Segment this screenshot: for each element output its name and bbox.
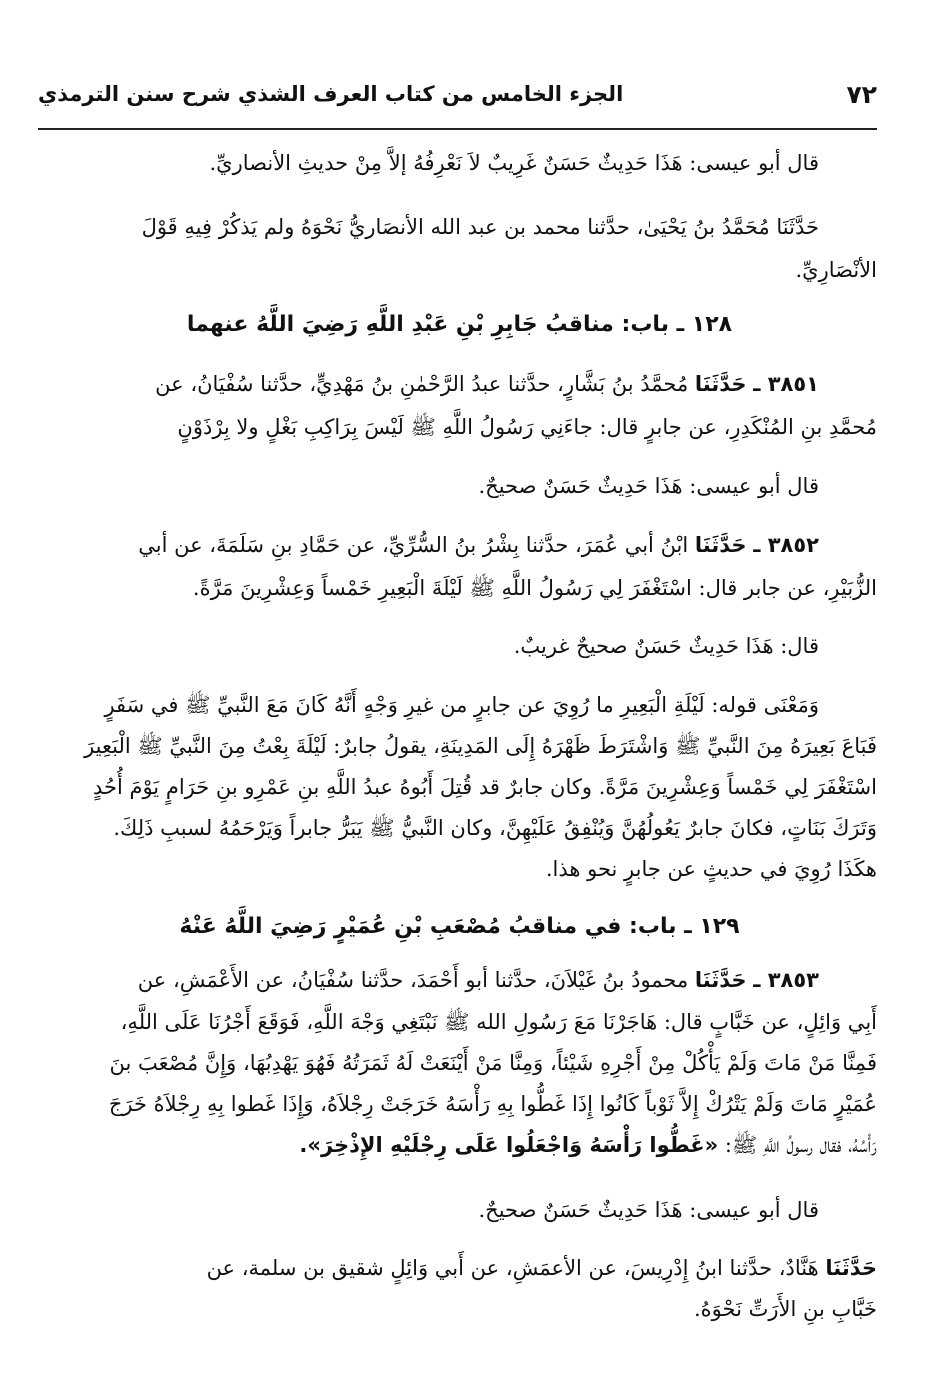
text-line: مُحمَّدِ بنِ المُنْكَدِرِ، عن جابرٍ قال: جاءَنِي رَسُولُ اللَّهِ ﷺ لَيْسَ بِرَاكِبِ بَغْلٍ ولا بِرْذَوْنٍ bbox=[177, 415, 877, 439]
chapter-heading-128: ١٢٨ ـ باب: مناقبُ جَابِرِ بْنِ عَبْدِ اللَّهِ رَضِيَ اللَّهُ عنهما bbox=[186, 312, 733, 337]
hadith-3851-cont bbox=[42, 407, 877, 448]
hadith-text: رَأْسُهُ، فقال رسولُ اللَّهِ ﷺ: bbox=[724, 1133, 877, 1157]
hadith-3851 bbox=[42, 364, 877, 405]
hadith-number: ٣٨٥١ ـ bbox=[753, 372, 819, 396]
text-line: قال: هَذَا حَدِيثٌ حَسَنٌ صحيحٌ غريبٌ. bbox=[513, 634, 819, 658]
book-title: الجزء الخامس من كتاب العرف الشذي شرح سنن الترمذي bbox=[38, 82, 624, 106]
text-line: وَمَعْنَى قوله: لَيْلَةِ الْبَعِيرِ ما رُوِيَ عن جابرٍ من غيرِ وَجْهٍ أَنَّهُ كَانَ مَعَ النَّبيِّ ﷺ في سَفَرٍ bbox=[104, 693, 819, 717]
hadith-text: ابْنُ أبي عُمَرَ، حدَّثنا بِشْرُ بنُ السُّرِّيِّ، عن حَمَّادِ بنِ سَلَمَةَ، عن أبي bbox=[138, 533, 689, 557]
commentary-paragraph bbox=[42, 685, 877, 726]
final-isnad bbox=[42, 1248, 877, 1330]
running-header bbox=[38, 80, 877, 120]
text-line: عُمَيْرٍ مَاتَ وَلَمْ يَتْرُكْ إِلاَّ ثَوْباً كَانُوا إِذَا غَطُّوا بِهِ رَأْسَهُ خَرَجَتْ رِجْلاَهُ، وَإِذَا غَطوا بِهِ رِجْلاَهُ خَرَجَ bbox=[108, 1092, 877, 1116]
text-line: قال أبو عيسى: هَذَا حَدِيثٌ حَسَنٌ غَرِيبٌ لاَ نَعْرِفُهُ إلاَّ مِنْ حديثِ الأنصاريِّ. bbox=[209, 151, 819, 175]
isnad-paragraph-cont bbox=[42, 250, 877, 291]
header-rule bbox=[38, 128, 877, 130]
hadith-text: مُحمَّدُ بنُ بَشَّارٍ، حدَّثنا عبدُ الرَّحْمٰنِ بنُ مَهْدِيٍّ، حدَّثنا سُفْيَانُ، عن bbox=[155, 372, 689, 396]
isnad-paragraph bbox=[42, 207, 877, 248]
grade-statement bbox=[42, 1190, 877, 1231]
text-line bbox=[42, 1248, 877, 1289]
isnad-keyword: حَدَّثَنَا bbox=[694, 968, 747, 992]
hadith-text: هَنَّادٌ، حدَّثنا ابنُ إِدْرِيسَ، عن الأعمَشِ، عن أَبي وَائِلٍ شقيق بن سلمة، عن bbox=[206, 1256, 819, 1280]
isnad-keyword: حَدَّثَنَا bbox=[825, 1256, 877, 1280]
text-line: فَمِنَّا مَنْ مَاتَ وَلَمْ يَأْكُلْ مِنْ أَجْرِهِ شَيْئاً، وَمِنَّا مَنْ أَيْنَعَتْ لَهُ ثَمَرَتُهُ فَهُوَ يَهْدِبُهَا، وَإِنَّ مُصْعَبَ بنَ bbox=[109, 1051, 877, 1075]
text-line bbox=[42, 960, 819, 1001]
grade-statement bbox=[42, 626, 877, 667]
text-line bbox=[42, 525, 819, 566]
text-line: الأنْصَارِيِّ. bbox=[795, 258, 877, 282]
commentary-paragraph-cont bbox=[42, 726, 877, 890]
isnad-keyword: حَدَّثَنَا bbox=[694, 372, 747, 396]
grade-statement bbox=[42, 466, 877, 507]
text-line: قال أبو عيسى: هَذَا حَدِيثٌ حَسَنٌ صحيحٌ. bbox=[478, 1198, 819, 1222]
text-line: حَدَّثَنَا مُحَمَّدُ بنُ يَحْيَىٰ، حدَّثنا محمد بن عبد الله الأنصَاريُّ نَحْوَهُ ولم يَذكُرْ فِيهِ قَوْلَ bbox=[141, 215, 819, 239]
chapter-heading-129: ١٢٩ ـ باب: في مناقبُ مُصْعَبِ بْنِ عُمَيْرٍ رَضِيَ اللَّهُ عَنْهُ bbox=[179, 914, 740, 939]
isnad-keyword: حَدَّثَنَا bbox=[694, 533, 747, 557]
text-line: اسْتَغْفَرَ لِي خَمْساً وَعِشْرِينَ مَرَّةً. وكان جابرٌ قد قُتِلَ أَبُوهُ عبدُ اللَّهِ بنِ عَمْرِو بنِ حَرَامٍ يَوْمَ أُحُدٍ bbox=[92, 775, 877, 799]
grade-statement bbox=[42, 143, 877, 184]
text-line: هكَذَا رُوِيَ في حديثٍ عن جابرٍ نحو هذا. bbox=[545, 857, 877, 881]
text-line: أَبِي وَائِلٍ، عن خَبَّابٍ قال: هَاجَرْنَا مَعَ رَسُولِ الله ﷺ نَبْتَغِي وَجْهَ اللَّهِ، فَوَقَعَ أَجْرُنَا عَلَى اللَّهِ، bbox=[120, 1010, 877, 1034]
text-line bbox=[42, 364, 819, 405]
hadith-3852 bbox=[42, 525, 877, 566]
hadith-3853 bbox=[42, 960, 877, 1001]
hadith-3852-cont bbox=[42, 568, 877, 609]
hadith-3853-cont bbox=[42, 1002, 877, 1166]
text-line: قال أبو عيسى: هَذَا حَدِيثٌ حَسَنٌ صحيحٌ. bbox=[478, 474, 819, 498]
text-line: خَبَّابِ بنِ الأَرَتِّ نَحْوَهُ. bbox=[694, 1297, 877, 1321]
hadith-number: ٣٨٥٣ ـ bbox=[753, 968, 819, 992]
hadith-number: ٣٨٥٢ ـ bbox=[753, 533, 819, 557]
hadith-text: محمودُ بنُ غَيْلاَنَ، حدَّثنا أبو أَحْمَدَ، حدَّثنا سُفْيَانُ، عن الأَعْمَشِ، عن bbox=[137, 968, 689, 992]
prophetic-quote: «غَطُّوا رَأْسَهُ وَاجْعَلُوا عَلَى رِجْلَيْهِ الإِذْخِرَ». bbox=[299, 1133, 719, 1157]
page-number: ٧٢ bbox=[846, 80, 877, 109]
text-line: وَتَرَكَ بَنَاتٍ، فكانَ جابرٌ يَعُولُهُنَّ وَيُنْفِقُ عَلَيْهِنَّ، وكان النَّبيُّ ﷺ يَبَرُّ جابراً وَيَرْحَمُهُ لسببِ ذَلِكَ. bbox=[113, 816, 877, 840]
text-line bbox=[42, 1125, 877, 1166]
text-line: الزُّبَيْرِ، عن جابر قال: اسْتَغْفَرَ لِي رَسُولُ اللَّهِ ﷺ لَيْلَةَ الْبَعِيرِ خَمْساً وَعِشْرِينَ مَرَّةً. bbox=[192, 576, 877, 600]
text-line: فَبَاعَ بَعِيرَهُ مِنَ النَّبيِّ ﷺ وَاشْتَرَطَ ظَهْرَهُ إِلَى المَدِينَةِ، يقولُ جابرٌ: لَيْلَةَ بِعْتُ مِنَ النَّبيِّ ﷺ الْبَعِيرَ bbox=[84, 734, 877, 758]
